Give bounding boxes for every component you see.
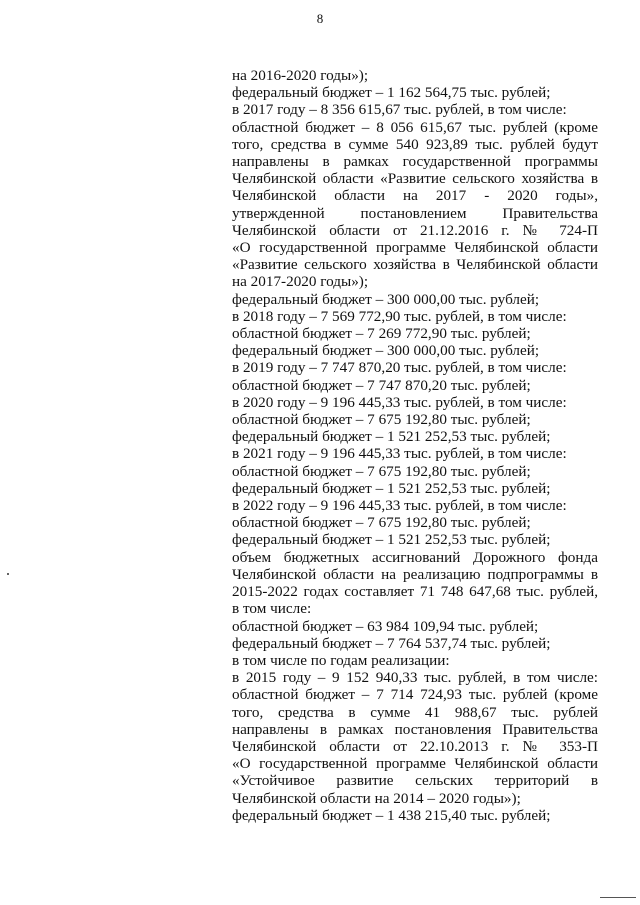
text-line: Челябинской области на 2017 - 2020 годы»,	[232, 187, 598, 205]
text-line: областной бюджет – 7 675 192,80 тыс. рублей;	[232, 411, 531, 429]
document-text-column	[232, 67, 598, 824]
text-line: федеральный бюджет – 7 764 537,74 тыс. рублей;	[232, 634, 551, 652]
text-line: федеральный бюджет – 300 000,00 тыс. рублей;	[232, 342, 540, 360]
text-line: областной бюджет – 8 056 615,67 тыс. рублей (кроме	[232, 118, 598, 136]
text-line: федеральный бюджет – 1 521 252,53 тыс. рублей;	[232, 428, 551, 446]
text-line: утвержденной постановлением Правительства	[232, 204, 598, 222]
text-line: «Устойчивое развитие сельских территорий в	[232, 772, 598, 790]
text-line: Челябинской области «Развитие сельского хозяйства в	[232, 170, 598, 188]
text-line: направлены в рамках государственной программы	[232, 153, 598, 171]
text-line: областной бюджет – 7 714 724,93 тыс. рублей (кроме	[232, 686, 598, 704]
text-line: на 2017-2020 годы»);	[232, 273, 369, 291]
text-line: федеральный бюджет – 1 162 564,75 тыс. рублей;	[232, 84, 551, 102]
text-line: в 2019 году – 7 747 870,20 тыс. рублей, в том числе:	[232, 359, 567, 377]
text-line: того, средства в сумме 540 923,89 тыс. рублей будут	[232, 135, 598, 153]
text-line: того, средства в сумме 41 988,67 тыс. рублей	[232, 703, 598, 721]
text-line: в 2015 году – 9 152 940,33 тыс. рублей, в том числе:	[232, 669, 598, 687]
text-line: «О государственной программе Челябинской области	[232, 755, 598, 773]
text-line: в 2017 году – 8 356 615,67 тыс. рублей, в том числе:	[232, 101, 567, 119]
text-line: на 2016-2020 годы»);	[232, 67, 369, 84]
text-line: областной бюджет – 63 984 109,94 тыс. рублей;	[232, 617, 539, 635]
text-line: областной бюджет – 7 747 870,20 тыс. рублей;	[232, 376, 531, 394]
text-line: в 2020 году – 9 196 445,33 тыс. рублей, в том числе:	[232, 393, 567, 411]
text-line: федеральный бюджет – 1 521 252,53 тыс. рублей;	[232, 531, 551, 549]
text-line: в 2018 году – 7 569 772,90 тыс. рублей, в том числе:	[232, 307, 567, 325]
page-number: 8	[316, 11, 324, 26]
scan-margin-dot	[7, 573, 9, 575]
text-line: областной бюджет – 7 269 772,90 тыс. рублей;	[232, 325, 531, 343]
text-line: направлены в рамках постановления Правительства	[232, 720, 598, 738]
text-line: «Развитие сельского хозяйства в Челябинской области	[232, 256, 598, 274]
text-line: федеральный бюджет – 300 000,00 тыс. рублей;	[232, 290, 540, 308]
text-line: Челябинской области от 22.10.2013 г. № 353-П	[232, 737, 598, 755]
text-line: Челябинской области от 21.12.2016 г. № 724-П	[232, 221, 598, 239]
text-line: объем бюджетных ассигнований Дорожного фонда	[232, 548, 598, 566]
text-line: областной бюджет – 7 675 192,80 тыс. рублей;	[232, 514, 531, 532]
text-line: в том числе по годам реализации:	[232, 651, 450, 669]
text-line: Челябинской области на реализацию подпрограммы в	[232, 565, 598, 583]
text-line: «О государственной программе Челябинской области	[232, 239, 598, 257]
text-line: в том числе:	[232, 600, 312, 618]
text-line: федеральный бюджет – 1 521 252,53 тыс. рублей;	[232, 479, 551, 497]
scan-corner-mark	[600, 897, 636, 898]
text-line: в 2021 году – 9 196 445,33 тыс. рублей, в том числе:	[232, 445, 567, 463]
text-line: областной бюджет – 7 675 192,80 тыс. рублей;	[232, 462, 531, 480]
text-line: Челябинской области на 2014 – 2020 годы»);	[232, 789, 521, 807]
text-line: федеральный бюджет – 1 438 215,40 тыс. рублей;	[232, 806, 551, 824]
text-line: в 2022 году – 9 196 445,33 тыс. рублей, в том числе:	[232, 497, 567, 515]
text-line: 2015-2022 годах составляет 71 748 647,68 тыс. рублей,	[232, 583, 598, 601]
